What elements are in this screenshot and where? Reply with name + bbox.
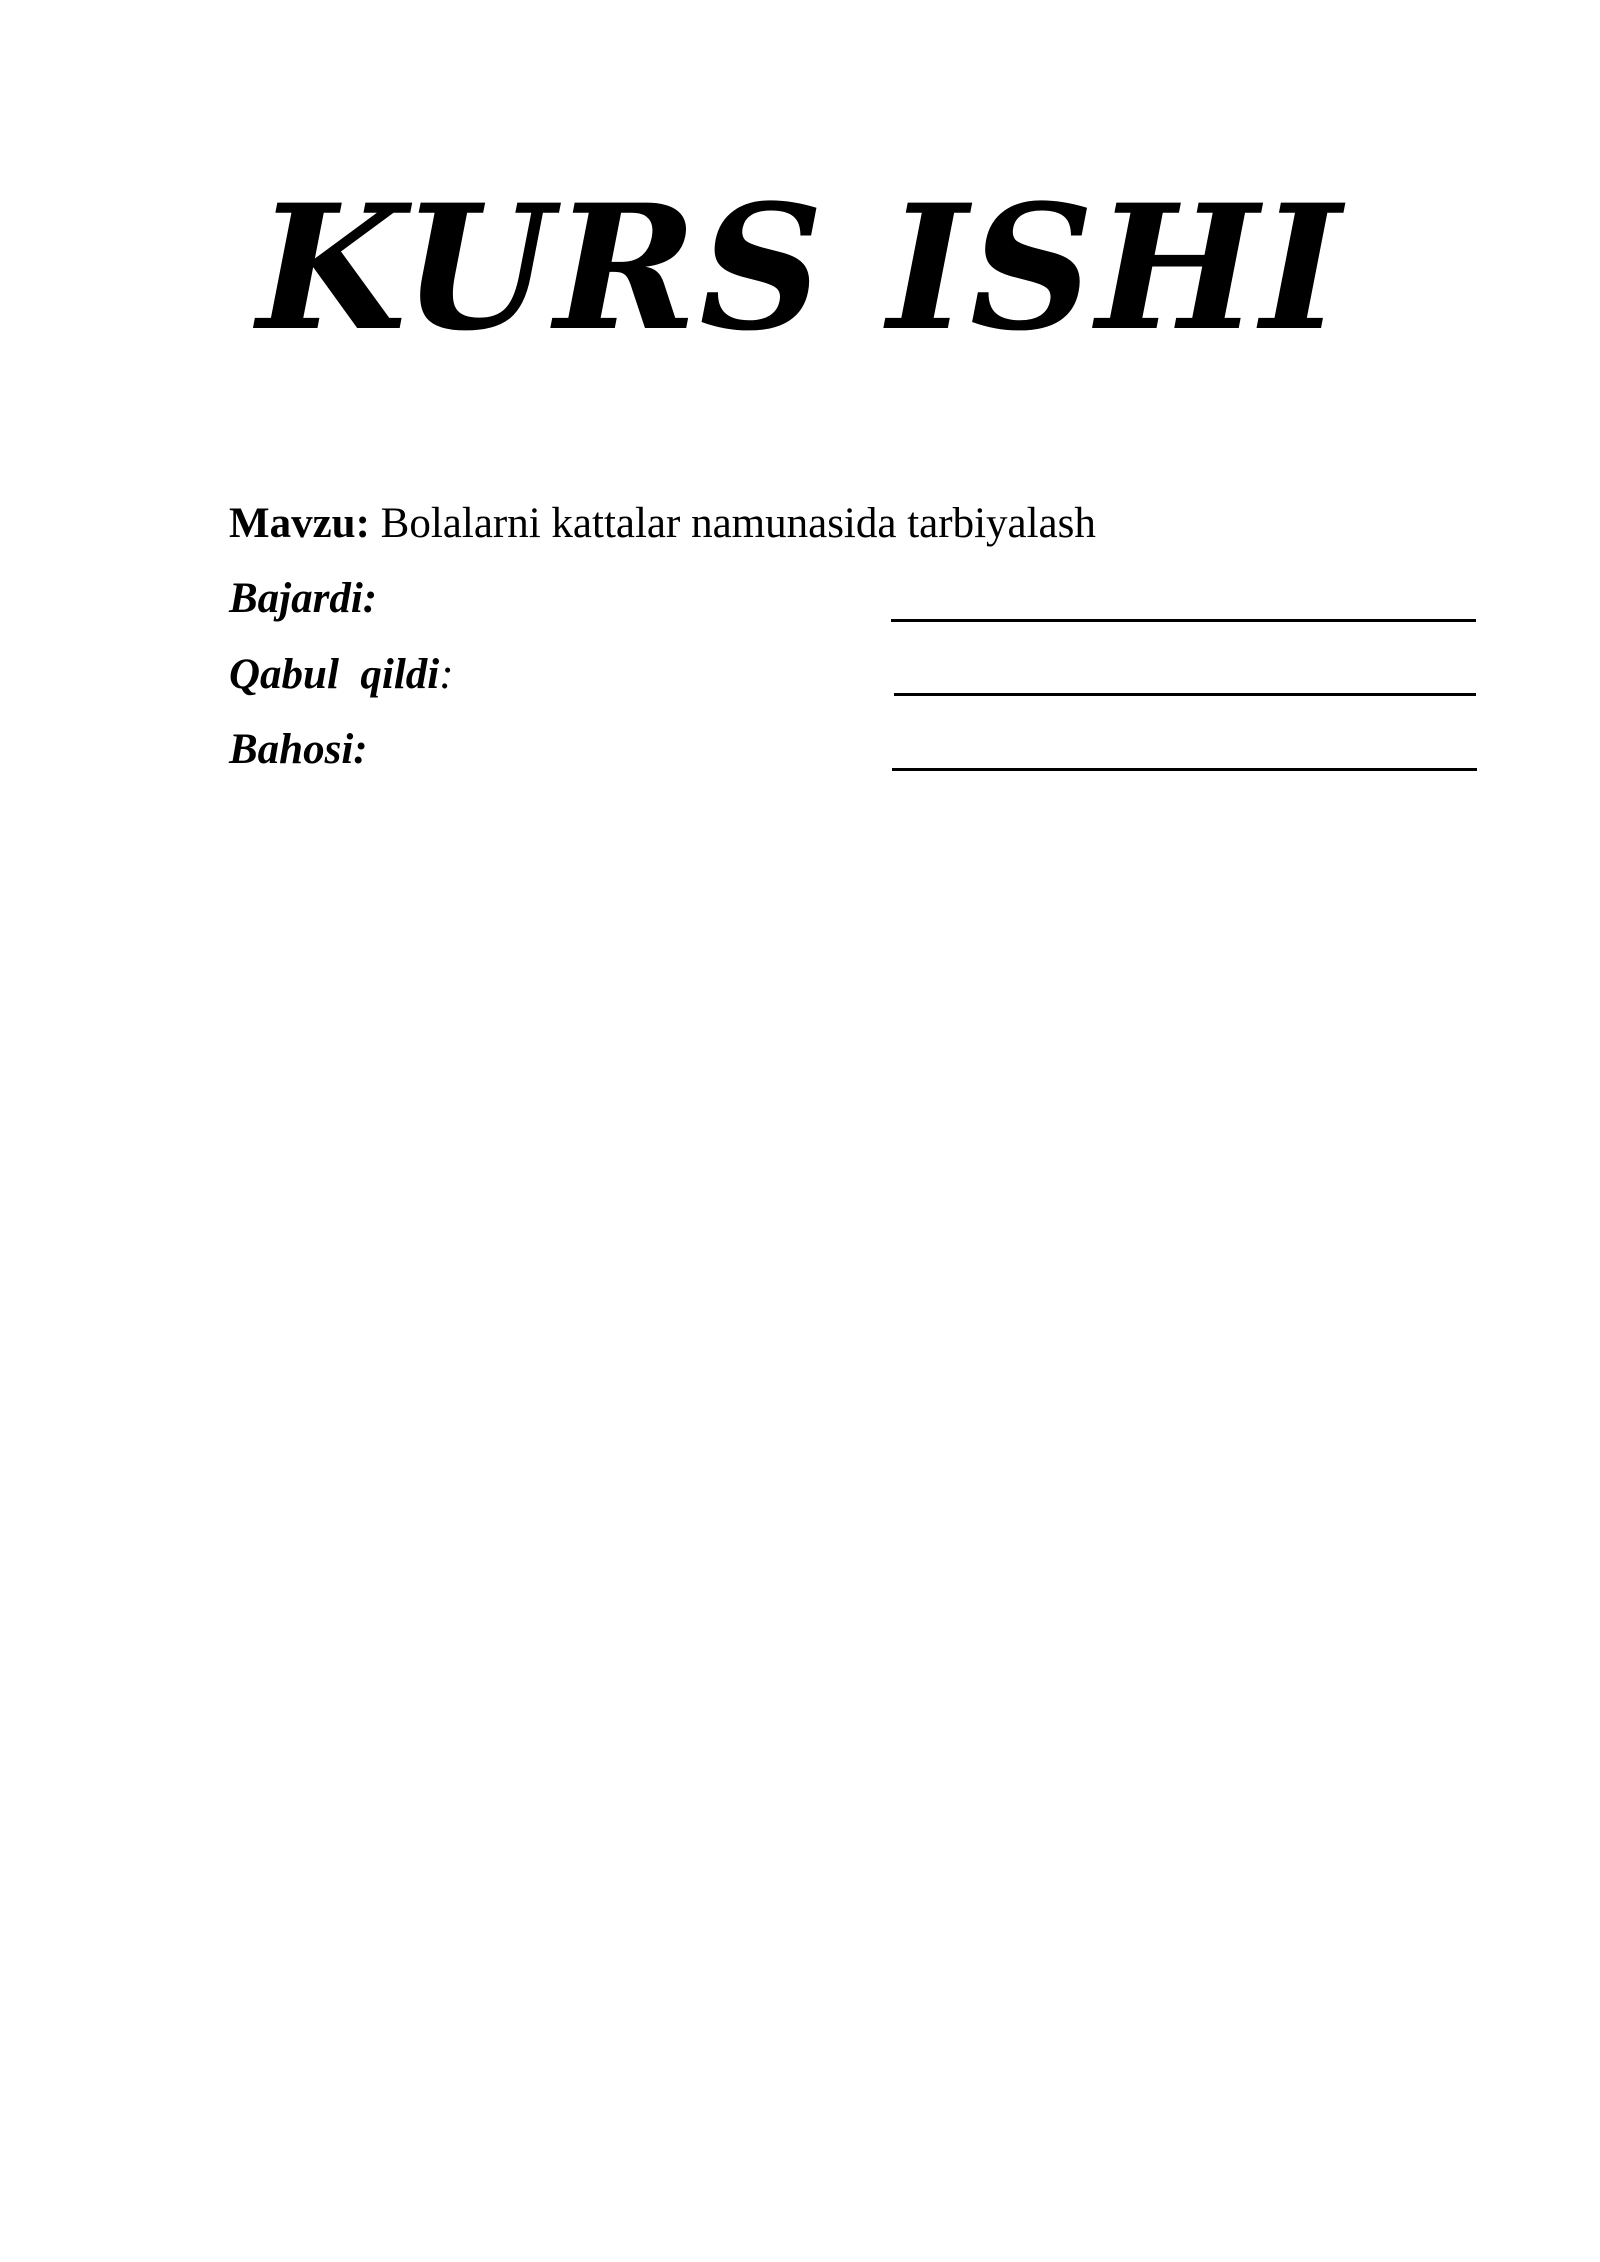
topic-line	[229, 496, 1096, 552]
field-row-bajardi	[229, 571, 1479, 631]
field-label-bahosi: Bahosi:	[229, 726, 368, 773]
field-row-qabul-qildi	[229, 647, 1479, 707]
field-label-bajardi: Bajardi:	[229, 575, 378, 622]
field-label-qabul-qildi-colon: :	[439, 651, 454, 698]
topic-label: Mavzu:	[229, 500, 370, 547]
field-label-qabul-qildi	[229, 647, 454, 703]
signature-line-bahosi	[892, 768, 1477, 771]
signature-line-bajardi	[891, 619, 1476, 622]
field-label-qabul-qildi-text: Qabul qildi	[229, 651, 440, 698]
signature-line-qabul-qildi	[894, 693, 1476, 696]
field-row-bahosi	[229, 722, 1479, 782]
topic-value: Bolalarni kattalar namunasida tarbiyalash	[380, 500, 1096, 547]
document-title: KURS ISHI	[256, 166, 1344, 369]
